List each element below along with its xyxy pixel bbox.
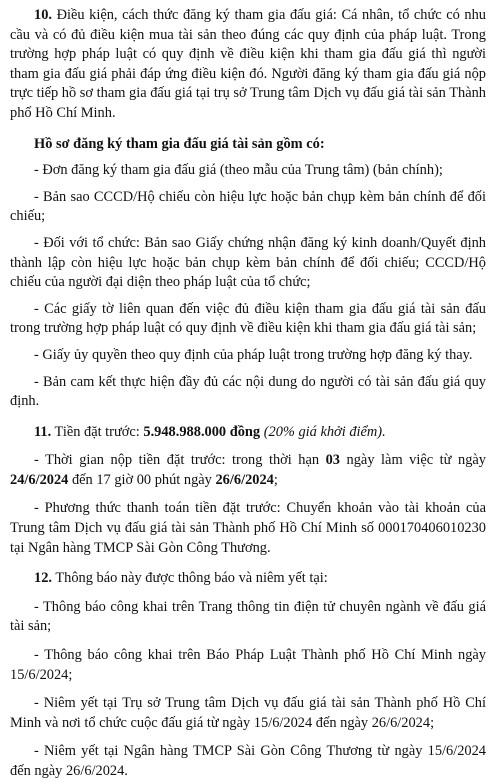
dossier-item: - Bản sao CCCD/Hộ chiếu còn hiệu lực hoặc bản chụp kèm bản chính để đối chiếu; [10,188,486,225]
deposit-start-date: 24/6/2024 [10,471,69,488]
section-11-number: 11. [34,423,52,440]
section-12-number: 12. [34,570,52,587]
section-10-paragraph [10,6,486,124]
dossier-item: - Đối với tổ chức: Bản sao Giấy chứng nhận đăng ký kinh doanh/Quyết định thành lập còn hiệu lực hoặc bản chụp kèm bản chính để đối chiếu; CCCD/Hộ chiếu của người đại diện theo pháp luật của tổ chức; [10,234,486,291]
dossier-item: - Bản cam kết thực hiện đầy đủ các nội dung do người có tài sản đấu giá quy định. [10,373,486,410]
deposit-label: Tiền đặt trước: [51,423,144,440]
deposit-time: - Thời gian nộp tiền đặt trước: trong thời hạn 03 ngày làm việc từ ngày 24/6/2024 đến 17 giờ 00 phút ngày 26/6/2024; [10,452,486,488]
section-10-text: Điều kiện, cách thức đăng ký tham gia đấu giá: Cá nhân, tổ chức có nhu cầu và có đủ điều kiện mua tài sản theo đúng các quy định của pháp luật. Trong trường hợp pháp luật có quy định về điều kiện khi tham gia đấu giá thì người tham gia đấu giá phải đáp ứng điều kiện đó. Người đăng ký tham gia đấu giá nộp trực tiếp hồ sơ tham gia đấu giá tại trụ sở Trung tâm Dịch vụ đấu giá tài sản Thành phố Hồ Chí Minh. [10,7,486,121]
deposit-payment-method: - Phương thức thanh toán tiền đặt trước: Chuyển khoản vào tài khoản của Trung tâm Dịch vụ đấu giá tài sản Thành phố Hồ Chí Minh số 000170406010230 tại Ngân hàng TMCP Sài Gòn Công Thương. [10,500,486,556]
notice-item: - Thông báo công khai trên Trang thông tin điện tử chuyên ngành về đấu giá tài sản; [10,598,486,635]
deposit-end-date: 26/6/2024 [215,471,274,488]
deposit-days: 03 [325,452,340,469]
section-10-number: 10. [34,7,52,23]
dossier-item: - Giấy ủy quyền theo quy định của pháp luật trong trường hợp đăng ký thay. [34,346,473,363]
section-11-deposit [10,423,486,443]
notice-item: - Niêm yết tại Ngân hàng TMCP Sài Gòn Công Thương từ ngày 15/6/2024 đến ngày 26/6/2024. [10,743,486,779]
dossier-heading: Hồ sơ đăng ký tham gia đấu giá tài sản gồm có: [34,135,325,152]
notice-item: - Niêm yết tại Trụ sở Trung tâm Dịch vụ đấu giá tài sản Thành phố Hồ Chí Minh và nơi tổ chức cuộc đấu giá từ ngày 15/6/2024 đến ngày 26/6/2024; [10,695,486,731]
dossier-item: - Đơn đăng ký tham gia đấu giá (theo mẫu của Trung tâm) (bản chính); [34,162,443,179]
dossier-item: - Các giấy tờ liên quan đến việc đủ điều kiện tham gia đấu giá tài sản đấu trong trường hợp pháp luật có quy định về điều kiện khi tham gia đấu giá tài sản; [10,300,486,337]
deposit-amount: 5.948.988.000 đồng [143,423,261,440]
deposit-note: (20% giá khởi điểm). [260,423,386,440]
notice-item: - Thông báo công khai trên Báo Pháp Luật Thành phố Hồ Chí Minh ngày 15/6/2024; [10,647,486,683]
section-12-heading: 12. Thông báo này được thông báo và niêm yết tại: [34,570,328,587]
